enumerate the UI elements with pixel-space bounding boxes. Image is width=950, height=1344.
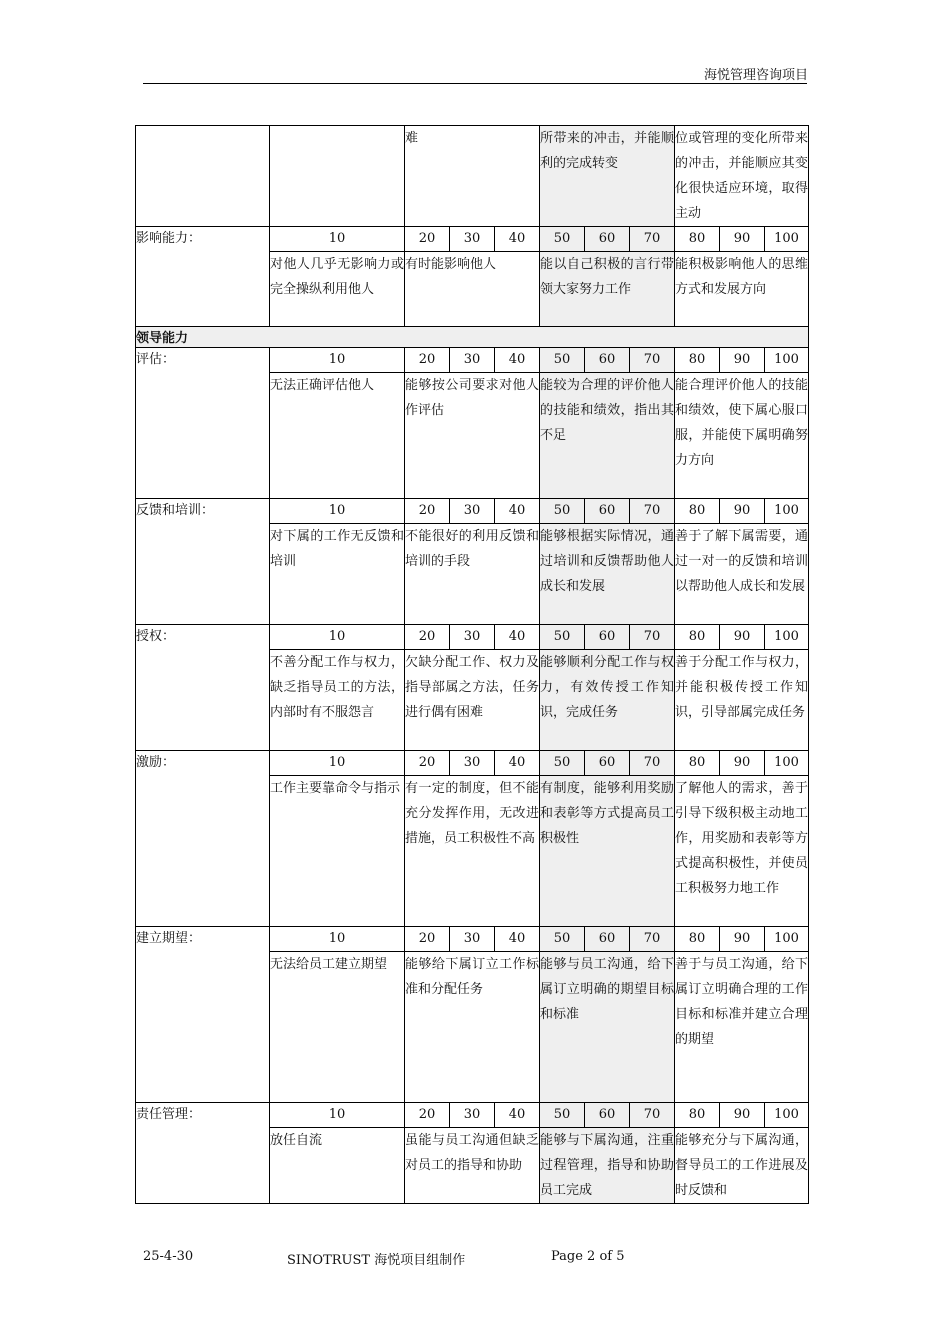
score-cell: 100: [765, 348, 809, 373]
score-cell: 60: [585, 1103, 630, 1128]
score-cell: 90: [720, 625, 765, 650]
score-cell: 70: [630, 625, 675, 650]
score-cell: 100: [765, 1103, 809, 1128]
level-desc: 不善分配工作与权力，缺乏指导员工的方法，内部时有不服怨言: [270, 650, 405, 751]
score-cell: 10: [270, 227, 405, 252]
score-row: [136, 227, 809, 252]
table-row: [136, 126, 809, 227]
score-cell: 90: [720, 927, 765, 952]
score-cell: 40: [495, 348, 540, 373]
score-cell: 30: [450, 227, 495, 252]
score-cell: 20: [405, 625, 450, 650]
score-cell: 10: [270, 1103, 405, 1128]
score-cell: 10: [270, 499, 405, 524]
score-cell: 10: [270, 751, 405, 776]
score-cell: 40: [495, 751, 540, 776]
level-desc: 善于与员工沟通，给下属订立明确合理的工作目标和标准并建立合理的期望: [675, 952, 809, 1103]
header-title: 海悦管理咨询项目: [703, 68, 808, 83]
score-cell: 70: [630, 348, 675, 373]
score-cell: 70: [630, 227, 675, 252]
level-desc: 无法给员工建立期望: [270, 952, 405, 1103]
score-cell: 20: [405, 751, 450, 776]
empty-cell: [136, 126, 270, 227]
level-desc: 对他人几乎无影响力或完全操纵利用他人: [270, 252, 405, 327]
score-cell: 20: [405, 927, 450, 952]
level-desc: 能够根据实际情况，通过培训和反馈帮助他人成长和发展: [540, 524, 675, 625]
level-desc: 虽能与员工沟通但缺乏对员工的指导和协助: [405, 1128, 540, 1204]
score-cell: 30: [450, 1103, 495, 1128]
score-cell: 100: [765, 499, 809, 524]
score-cell: 50: [540, 227, 585, 252]
criterion-label: 反馈和培训：: [136, 499, 270, 625]
level-desc: 能够充分与下属沟通，督导员工的工作进展及时反馈和: [675, 1128, 809, 1204]
score-cell: 50: [540, 751, 585, 776]
score-cell: 80: [675, 625, 720, 650]
level-desc: 无法正确评估他人: [270, 373, 405, 499]
level-desc: 善于了解下属需要，通过一对一的反馈和培训以帮助他人成长和发展: [675, 524, 809, 625]
score-cell: 50: [540, 625, 585, 650]
score-cell: 60: [585, 348, 630, 373]
score-cell: 90: [720, 751, 765, 776]
score-cell: 10: [270, 348, 405, 373]
score-cell: 100: [765, 927, 809, 952]
score-cell: 30: [450, 751, 495, 776]
score-row: [136, 751, 809, 776]
score-cell: 30: [450, 499, 495, 524]
level-desc: 难: [405, 126, 540, 227]
score-cell: 90: [720, 348, 765, 373]
score-cell: 60: [585, 625, 630, 650]
criterion-label: 评估：: [136, 348, 270, 499]
score-cell: 40: [495, 927, 540, 952]
score-cell: 80: [675, 499, 720, 524]
score-cell: 100: [765, 751, 809, 776]
level-desc: 能积极影响他人的思维方式和发展方向: [675, 252, 809, 327]
score-cell: 50: [540, 499, 585, 524]
score-cell: 20: [405, 499, 450, 524]
score-cell: 70: [630, 499, 675, 524]
level-desc: [270, 126, 405, 227]
criterion-label: 激励：: [136, 751, 270, 927]
criterion-label: 建立期望：: [136, 927, 270, 1103]
level-desc: 能够与员工沟通，给下属订立明确的期望目标和标准: [540, 952, 675, 1103]
score-row: [136, 625, 809, 650]
score-cell: 40: [495, 499, 540, 524]
level-desc: 能够按公司要求对他人作评估: [405, 373, 540, 499]
score-cell: 20: [405, 1103, 450, 1128]
score-cell: 90: [720, 227, 765, 252]
level-desc: 了解他人的需求，善于引导下级积极主动地工作，用奖励和表彰等方式提高积极性，并使员工积极努力地工作: [675, 776, 809, 927]
level-desc: 有制度，能够利用奖励和表彰等方式提高员工积极性: [540, 776, 675, 927]
score-cell: 30: [450, 625, 495, 650]
score-cell: 40: [495, 1103, 540, 1128]
score-cell: 60: [585, 227, 630, 252]
level-desc: 位或管理的变化所带来的冲击，并能顺应其变化很快适应环境，取得主动: [675, 126, 809, 227]
footer-page-number: Page 2 of 5: [551, 1249, 625, 1264]
score-cell: 40: [495, 625, 540, 650]
score-row: [136, 927, 809, 952]
level-desc: 能够给下属订立工作标准和分配任务: [405, 952, 540, 1103]
score-cell: 50: [540, 927, 585, 952]
score-row: [136, 1103, 809, 1128]
criterion-label: 授权：: [136, 625, 270, 751]
competency-table: [135, 125, 809, 1204]
level-desc: 工作主要靠命令与指示: [270, 776, 405, 927]
level-desc: 欠缺分配工作、权力及指导部属之方法，任务进行偶有困难: [405, 650, 540, 751]
level-desc: 不能很好的利用反馈和培训的手段: [405, 524, 540, 625]
level-desc: 所带来的冲击，并能顺利的完成转变: [540, 126, 675, 227]
score-cell: 100: [765, 625, 809, 650]
score-cell: 20: [405, 348, 450, 373]
score-cell: 20: [405, 227, 450, 252]
score-row: [136, 499, 809, 524]
score-cell: 70: [630, 1103, 675, 1128]
level-desc: 能以自己积极的言行带领大家努力工作: [540, 252, 675, 327]
score-cell: 10: [270, 927, 405, 952]
footer-date: 25-4-30: [143, 1249, 194, 1264]
level-desc: 有时能影响他人: [405, 252, 540, 327]
criterion-label: 责任管理：: [136, 1103, 270, 1204]
score-cell: 90: [720, 499, 765, 524]
level-desc: 能合理评价他人的技能和绩效，使下属心服口服，并能使下属明确努力方向: [675, 373, 809, 499]
score-cell: 60: [585, 499, 630, 524]
score-cell: 80: [675, 227, 720, 252]
footer-maker: SINOTRUST 海悦项目组制作: [287, 1253, 466, 1268]
score-cell: 100: [765, 227, 809, 252]
level-desc: 对下属的工作无反馈和培训: [270, 524, 405, 625]
score-cell: 50: [540, 348, 585, 373]
level-desc: 善于分配工作与权力，并能积极传授工作知识，引导部属完成任务: [675, 650, 809, 751]
score-cell: 10: [270, 625, 405, 650]
criterion-label: 影响能力：: [136, 227, 270, 327]
score-cell: 80: [675, 348, 720, 373]
section-title: 领导能力: [136, 327, 809, 348]
level-desc: 放任自流: [270, 1128, 405, 1204]
score-cell: 70: [630, 751, 675, 776]
score-row: [136, 348, 809, 373]
score-cell: 70: [630, 927, 675, 952]
score-cell: 80: [675, 927, 720, 952]
score-cell: 60: [585, 751, 630, 776]
level-desc: 能够与下属沟通，注重过程管理，指导和协助员工完成: [540, 1128, 675, 1204]
level-desc: 有一定的制度，但不能充分发挥作用，无改进措施，员工积极性不高: [405, 776, 540, 927]
score-cell: 40: [495, 227, 540, 252]
header-rule: [143, 83, 807, 84]
level-desc: 能够顺利分配工作与权力，有效传授工作知识，完成任务: [540, 650, 675, 751]
score-cell: 50: [540, 1103, 585, 1128]
score-cell: 80: [675, 1103, 720, 1128]
score-cell: 80: [675, 751, 720, 776]
section-row: [136, 327, 809, 348]
score-cell: 30: [450, 348, 495, 373]
score-cell: 90: [720, 1103, 765, 1128]
level-desc: 能较为合理的评价他人的技能和绩效，指出其不足: [540, 373, 675, 499]
score-cell: 30: [450, 927, 495, 952]
score-cell: 60: [585, 927, 630, 952]
